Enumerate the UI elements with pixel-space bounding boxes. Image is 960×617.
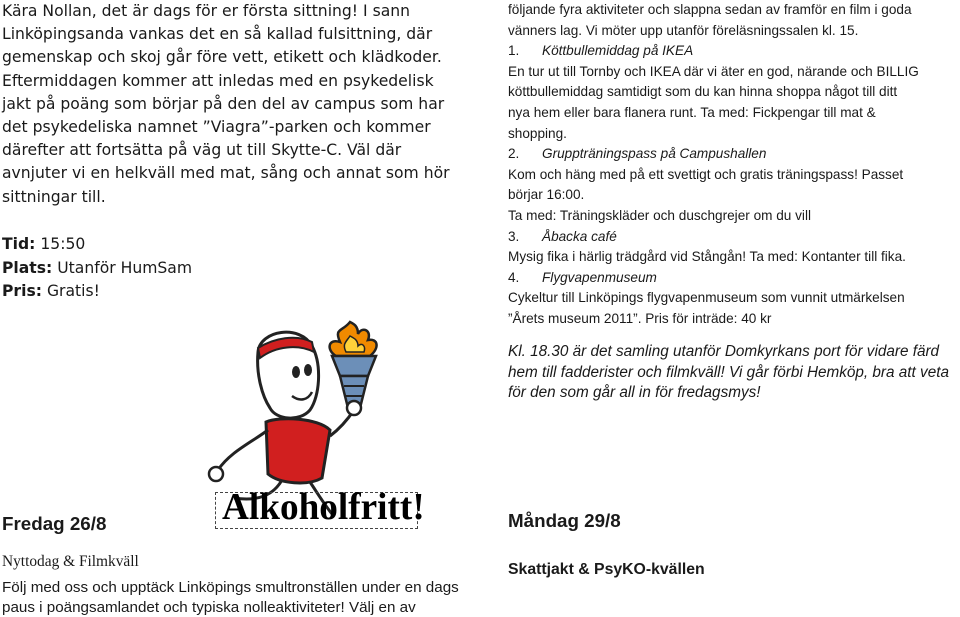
runner-head xyxy=(258,332,319,418)
activity-1-line: köttbullemiddag samtidigt som du kan hinna shoppa något till ditt xyxy=(508,84,898,100)
price-row xyxy=(2,280,192,304)
activity-3-title-row xyxy=(508,227,958,248)
activity-4-line: ”Årets museum 2011”. Pris för inträde: 40 kr xyxy=(508,310,772,326)
activity-4-title-row xyxy=(508,268,958,289)
activity-title: Flygvapenmuseum xyxy=(542,269,657,285)
friday-description xyxy=(2,578,459,617)
monday-heading: Måndag 29/8 xyxy=(508,510,621,531)
activities-section xyxy=(508,0,958,330)
activity-number: 4. xyxy=(508,269,520,285)
activity-4-line: Cykeltur till Linköpings flygvapenmuseum som vunnit utmärkelsen xyxy=(508,290,905,306)
activity-1-line: En tur ut till Tornby och IKEA där vi äter en god, närande och BILLIG xyxy=(508,63,919,79)
friday-line: Följ med oss och upptäck Linköpings smultronställen under en dags xyxy=(2,579,459,596)
evening-line: hem till fadderister och filmkväll! Vi går förbi Hemköp, bra att veta xyxy=(508,363,949,381)
activity-1-title-row xyxy=(508,41,958,62)
activity-2-title-row xyxy=(508,144,958,165)
activities-intro-1: följande fyra aktiviteter och slappna sedan av framför en film i goda xyxy=(508,2,912,17)
activity-title: Gruppträningspass på Campushallen xyxy=(542,146,767,162)
activity-2-line: Kom och häng med på ett svettigt och gratis träningspass! Passet xyxy=(508,166,904,182)
price-value: Gratis! xyxy=(46,282,100,300)
place-label: Plats: xyxy=(2,258,53,277)
runner-shirt xyxy=(266,419,330,483)
place-value: Utanför HumSam xyxy=(57,258,193,277)
friday-line: paus i poängsamlandet och typiska nolleaktiviteter! Välj en av xyxy=(2,598,416,616)
activity-1-line: shopping. xyxy=(508,125,567,141)
monday-subtitle: Skattjakt & PsyKO-kvällen xyxy=(508,561,705,578)
activity-number: 1. xyxy=(508,43,520,59)
time-row xyxy=(2,233,192,257)
alcohol-free-stamp: Alkoholfritt! xyxy=(222,486,425,528)
activity-2-line: Ta med: Träningskläder och duschgrejer om du vill xyxy=(508,207,811,223)
evening-line: Kl. 18.30 är det samling utanför Domkyrkans port för vidare färd xyxy=(508,343,940,360)
activity-number: 2. xyxy=(508,146,520,162)
flame-icon xyxy=(330,322,377,356)
event-info xyxy=(2,233,192,304)
friday-heading: Fredag 26/8 xyxy=(2,513,107,534)
activity-2-line: börjar 16:00. xyxy=(508,187,585,203)
time-value: 15:50 xyxy=(40,235,86,253)
place-row xyxy=(2,257,192,281)
evening-line: för den som går all in för fredagsmys! xyxy=(508,384,761,402)
price-label: Pris: xyxy=(2,282,42,300)
activity-title: Åbacka café xyxy=(542,228,617,244)
intro-text: Kära Nollan, det är dags för er första sittning! I sann Linköpingsanda vankas det en så kallad fulsittning, där gemenskap och skoj går före vett, etikett och klädkoder. Eftermiddagen kommer att inledas med en psykedelisk jakt på poäng som börjar på den del av campus som har det psykedeliska namnet ”Viagra”-parken och kommer därefter att fortsätta på väg ut till Skytte-C. Väl där avnjuter vi en helkväll med mat, sång och annat som hör sittningar till. xyxy=(2,2,450,206)
friday-subtitle: Nyttodag & Filmkväll xyxy=(2,553,139,570)
time-label: Tid: xyxy=(2,235,36,253)
evening-info xyxy=(508,342,958,404)
activity-1-line: nya hem eller bara flanera runt. Ta med: Fickpengar till mat & xyxy=(508,104,876,120)
activity-title: Köttbullemiddag på IKEA xyxy=(542,43,694,59)
intro-paragraph xyxy=(2,0,462,209)
activities-intro-2: vänners lag. Vi möter upp utanför föreläsningssalen kl. 15. xyxy=(508,22,859,38)
activity-number: 3. xyxy=(508,228,520,244)
activity-3-line: Mysig fika i härlig trädgård vid Stångån! Ta med: Kontanter till fika. xyxy=(508,249,906,265)
